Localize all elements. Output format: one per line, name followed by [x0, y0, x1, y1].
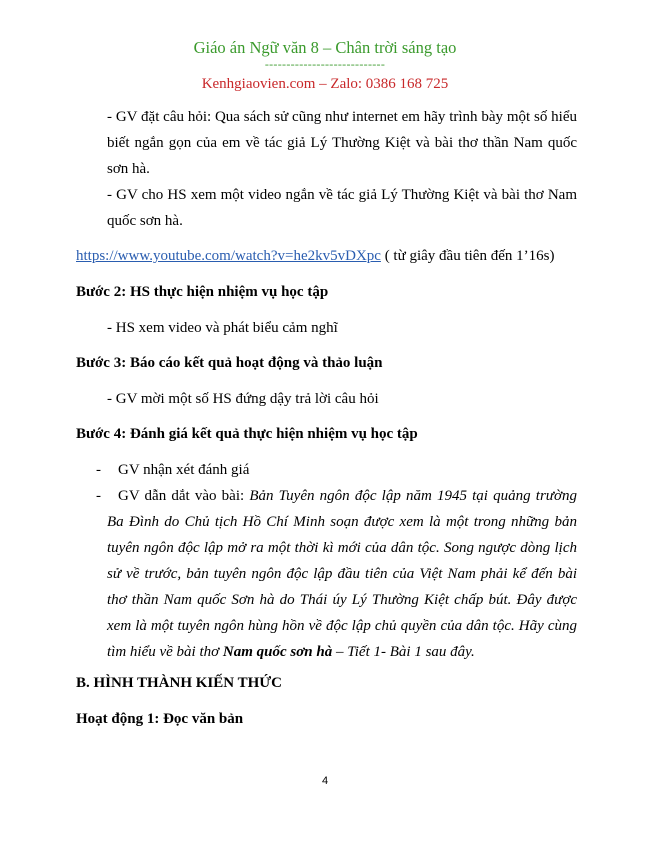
step4-item2-bullet: - [96, 488, 101, 504]
intro-question-paragraph: - GV đặt câu hỏi: Qua sách sử cũng như internet em hãy trình bày một số hiểu biết ngắn gọn của em về tác giả Lý Thường Kiệt và bài thơ thần Nam quốc sơn hà. [107, 109, 577, 177]
step2-item: - HS xem video và phát biểu cảm nghĩ [107, 320, 338, 336]
header-contact: Kenhgiaovien.com – Zalo: 0386 168 725 [201, 76, 449, 92]
section-b-heading: B. HÌNH THÀNH KIẾN THỨC [76, 675, 283, 691]
step4-item2-tail: – Tiết 1- Bài 1 sau đây. [332, 644, 475, 660]
intro-video-paragraph: - GV cho HS xem một video ngắn về tác giả Lý Thường Kiệt và bài thơ Nam quốc sơn hà. [107, 187, 577, 229]
page-number: 4 [321, 775, 329, 787]
step4-item2-italic: Bản Tuyên ngôn độc lập năm 1945 tại quảng trường Ba Đình do Chủ tịch Hồ Chí Minh soạn được xem là một trong những bản tuyên ngôn độc lập mở ra một thời kì mới của dân tộc. Song ngược dòng lịch sử về trước, bản tuyên ngôn độc lập đầu tiên của Việt Nam phải kể đến bài thơ thần Nam quốc Sơn hà do Thái úy Lý Thường Kiệt chấp bút. Đây được xem là một tuyên ngôn hùng hồn về độc lập chủ quyền của dân tộc. Hãy cùng tìm hiểu về bài thơ [107, 488, 577, 660]
step3-heading: Bước 3: Báo cáo kết quả hoạt động và thảo luận [76, 355, 383, 371]
step4-item2-lead: GV dẫn dắt vào bài: [118, 488, 250, 504]
step4-item1-bullet: - [96, 462, 101, 478]
step4-item1: GV nhận xét đánh giá [118, 462, 250, 478]
video-line [76, 246, 554, 266]
video-link[interactable]: https://www.youtube.com/watch?v=he2kv5vDXpc [76, 248, 381, 264]
step2-heading: Bước 2: HS thực hiện nhiệm vụ học tập [76, 284, 329, 300]
header-divider: ---------------------------- [264, 57, 386, 71]
step4-item2 [107, 483, 577, 665]
step4-heading: Bước 4: Đánh giá kết quả thực hiện nhiệm vụ học tập [76, 426, 418, 442]
video-note: ( từ giây đầu tiên đến 1’16s) [380, 248, 555, 264]
step4-item2-bold: Nam quốc sơn hà [222, 644, 333, 660]
step3-item: - GV mời một số HS đứng dậy trả lời câu hỏi [107, 391, 379, 407]
header-title: Giáo án Ngữ văn 8 – Chân trời sáng tạo [193, 38, 457, 57]
activity-1-heading: Hoạt động 1: Đọc văn bản [76, 711, 244, 727]
